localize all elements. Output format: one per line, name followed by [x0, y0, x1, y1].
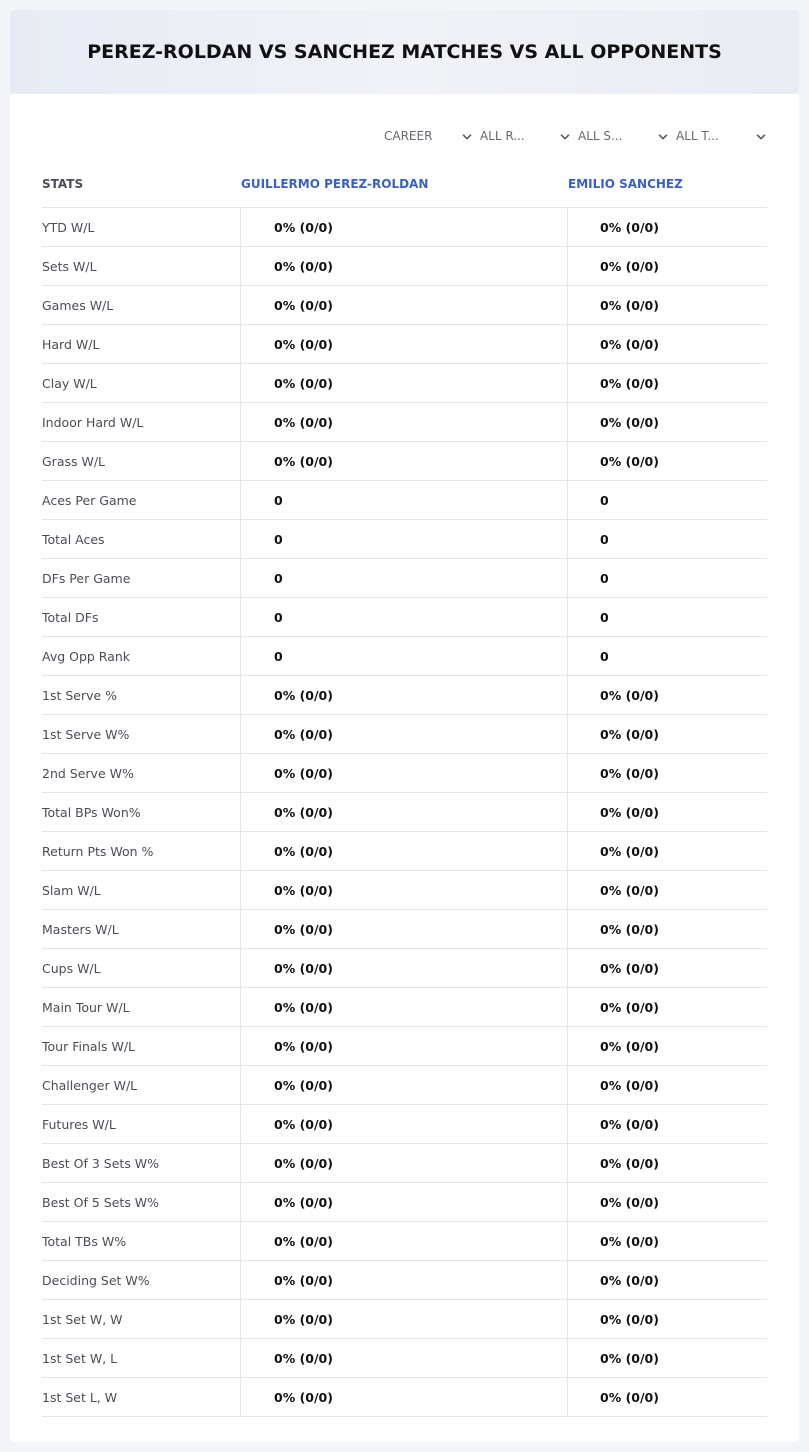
player1-stat-value: 0% (0/0)	[241, 1183, 568, 1221]
player1-stat-value: 0% (0/0)	[241, 208, 568, 246]
filter-bar	[380, 126, 770, 146]
player1-stat-value: 0% (0/0)	[241, 403, 568, 441]
table-row	[42, 754, 767, 793]
stats-card	[10, 10, 799, 1442]
table-row	[42, 1144, 767, 1183]
player2-stat-value: 0% (0/0)	[600, 999, 659, 1015]
table-row	[42, 520, 767, 559]
page-title: PEREZ-ROLDAN VS SANCHEZ MATCHES VS ALL OPPONENTS	[87, 41, 722, 63]
player2-stat-value: 0% (0/0)	[600, 1350, 659, 1366]
player1-stat-value: 0% (0/0)	[241, 676, 568, 714]
player1-stat-value: 0	[241, 481, 568, 519]
stat-label: Return Pts Won %	[42, 832, 241, 870]
chevron-down-icon	[462, 131, 472, 141]
column-header-player1[interactable]: GUILLERMO PEREZ-ROLDAN	[241, 176, 429, 191]
stats-table	[42, 160, 767, 1417]
player2-stat-value: 0% (0/0)	[600, 1311, 659, 1327]
player1-stat-value: 0% (0/0)	[241, 1027, 568, 1065]
player1-stat-value: 0% (0/0)	[241, 286, 568, 324]
stat-label: YTD W/L	[42, 208, 241, 246]
table-row	[42, 481, 767, 520]
player2-stat-value: 0% (0/0)	[600, 336, 659, 352]
card-header	[10, 10, 799, 94]
table-row	[42, 208, 767, 247]
player1-stat-value: 0	[241, 637, 568, 675]
table-row	[42, 1066, 767, 1105]
stat-label: Avg Opp Rank	[42, 637, 241, 675]
table-row	[42, 1300, 767, 1339]
player2-stat-value: 0% (0/0)	[600, 1233, 659, 1249]
stat-label: Tour Finals W/L	[42, 1027, 241, 1065]
stat-label: 1st Set L, W	[42, 1378, 241, 1416]
filter-dropdown-label: ALL T...	[676, 129, 719, 143]
table-body	[42, 208, 767, 1417]
player1-stat-value: 0	[241, 559, 568, 597]
chevron-down-icon	[560, 131, 570, 141]
player2-stat-value: 0% (0/0)	[600, 804, 659, 820]
player2-stat-value: 0% (0/0)	[600, 258, 659, 274]
table-row	[42, 1378, 767, 1417]
stat-label: 1st Set W, L	[42, 1339, 241, 1377]
stat-label: Sets W/L	[42, 247, 241, 285]
player2-stat-value: 0% (0/0)	[600, 960, 659, 976]
table-row	[42, 676, 767, 715]
stat-label: Futures W/L	[42, 1105, 241, 1143]
player2-stat-value: 0% (0/0)	[600, 453, 659, 469]
player1-stat-value: 0% (0/0)	[241, 325, 568, 363]
table-row	[42, 1222, 767, 1261]
player1-stat-value: 0% (0/0)	[241, 364, 568, 402]
player1-stat-value: 0% (0/0)	[241, 1066, 568, 1104]
player1-stat-value: 0% (0/0)	[241, 1261, 568, 1299]
table-row	[42, 325, 767, 364]
table-row	[42, 364, 767, 403]
player1-stat-value: 0% (0/0)	[241, 1222, 568, 1260]
player1-stat-value: 0% (0/0)	[241, 949, 568, 987]
table-row	[42, 832, 767, 871]
stat-label: Best Of 5 Sets W%	[42, 1183, 241, 1221]
filter-dropdown-3[interactable]	[574, 126, 672, 146]
player1-stat-value: 0% (0/0)	[241, 832, 568, 870]
player2-stat-value: 0% (0/0)	[600, 1194, 659, 1210]
player2-stat-value: 0% (0/0)	[600, 219, 659, 235]
stat-label: Aces Per Game	[42, 481, 241, 519]
stat-label: Clay W/L	[42, 364, 241, 402]
player1-stat-value: 0% (0/0)	[241, 247, 568, 285]
table-row	[42, 403, 767, 442]
player2-stat-value: 0% (0/0)	[600, 375, 659, 391]
chevron-down-icon	[658, 131, 668, 141]
player1-stat-value: 0% (0/0)	[241, 1339, 568, 1377]
table-row	[42, 871, 767, 910]
stat-label: Challenger W/L	[42, 1066, 241, 1104]
stat-label: Total BPs Won%	[42, 793, 241, 831]
filter-dropdown-label: ALL S...	[578, 129, 623, 143]
player2-stat-value: 0	[600, 570, 609, 586]
stat-label: Cups W/L	[42, 949, 241, 987]
player2-stat-value: 0% (0/0)	[600, 1077, 659, 1093]
player2-stat-value: 0% (0/0)	[600, 765, 659, 781]
filter-dropdown-1[interactable]	[380, 126, 476, 146]
filter-dropdown-4[interactable]	[672, 126, 770, 146]
table-row	[42, 793, 767, 832]
table-row	[42, 598, 767, 637]
stat-label: 1st Set W, W	[42, 1300, 241, 1338]
stat-label: Total TBs W%	[42, 1222, 241, 1260]
stat-label: 2nd Serve W%	[42, 754, 241, 792]
stat-label: Total Aces	[42, 520, 241, 558]
stat-label: Total DFs	[42, 598, 241, 636]
player2-stat-value: 0	[600, 648, 609, 664]
stat-label: Main Tour W/L	[42, 988, 241, 1026]
column-header-stats: STATS	[42, 176, 84, 191]
stat-label: Deciding Set W%	[42, 1261, 241, 1299]
player2-stat-value: 0% (0/0)	[600, 1272, 659, 1288]
player1-stat-value: 0% (0/0)	[241, 1105, 568, 1143]
table-row	[42, 559, 767, 598]
player2-stat-value: 0% (0/0)	[600, 297, 659, 313]
player1-stat-value: 0% (0/0)	[241, 988, 568, 1026]
player2-stat-value: 0	[600, 609, 609, 625]
stat-label: Hard W/L	[42, 325, 241, 363]
stat-label: Masters W/L	[42, 910, 241, 948]
table-row	[42, 910, 767, 949]
player1-stat-value: 0% (0/0)	[241, 1378, 568, 1416]
table-row	[42, 1183, 767, 1222]
player2-stat-value: 0% (0/0)	[600, 1389, 659, 1405]
player1-stat-value: 0% (0/0)	[241, 715, 568, 753]
player2-stat-value: 0% (0/0)	[600, 1038, 659, 1054]
chevron-down-icon	[756, 131, 766, 141]
table-row	[42, 1261, 767, 1300]
player2-stat-value: 0% (0/0)	[600, 726, 659, 742]
filter-dropdown-label: ALL R...	[480, 129, 525, 143]
player1-stat-value: 0% (0/0)	[241, 793, 568, 831]
player1-stat-value: 0% (0/0)	[241, 910, 568, 948]
column-header-player2[interactable]: EMILIO SANCHEZ	[568, 176, 683, 191]
player1-stat-value: 0	[241, 520, 568, 558]
player2-stat-value: 0	[600, 531, 609, 547]
player1-stat-value: 0% (0/0)	[241, 1144, 568, 1182]
table-row	[42, 988, 767, 1027]
table-row	[42, 949, 767, 988]
table-row	[42, 1339, 767, 1378]
stat-label: 1st Serve %	[42, 676, 241, 714]
stat-label: Indoor Hard W/L	[42, 403, 241, 441]
player2-stat-value: 0% (0/0)	[600, 882, 659, 898]
player2-stat-value: 0% (0/0)	[600, 921, 659, 937]
table-row	[42, 286, 767, 325]
table-row	[42, 637, 767, 676]
player2-stat-value: 0% (0/0)	[600, 1116, 659, 1132]
player1-stat-value: 0% (0/0)	[241, 1300, 568, 1338]
player2-stat-value: 0% (0/0)	[600, 687, 659, 703]
player2-stat-value: 0% (0/0)	[600, 414, 659, 430]
filter-dropdown-2[interactable]	[476, 126, 574, 146]
stat-label: 1st Serve W%	[42, 715, 241, 753]
table-row	[42, 442, 767, 481]
player1-stat-value: 0% (0/0)	[241, 442, 568, 480]
player2-stat-value: 0	[600, 492, 609, 508]
stat-label: Games W/L	[42, 286, 241, 324]
table-row	[42, 1027, 767, 1066]
table-row	[42, 715, 767, 754]
table-header	[42, 160, 767, 208]
stat-label: Best Of 3 Sets W%	[42, 1144, 241, 1182]
stat-label: DFs Per Game	[42, 559, 241, 597]
stat-label: Grass W/L	[42, 442, 241, 480]
player1-stat-value: 0% (0/0)	[241, 871, 568, 909]
table-row	[42, 247, 767, 286]
stat-label: Slam W/L	[42, 871, 241, 909]
player2-stat-value: 0% (0/0)	[600, 1155, 659, 1171]
player2-stat-value: 0% (0/0)	[600, 843, 659, 859]
table-row	[42, 1105, 767, 1144]
filter-dropdown-label: CAREER	[384, 129, 433, 143]
player1-stat-value: 0% (0/0)	[241, 754, 568, 792]
player1-stat-value: 0	[241, 598, 568, 636]
